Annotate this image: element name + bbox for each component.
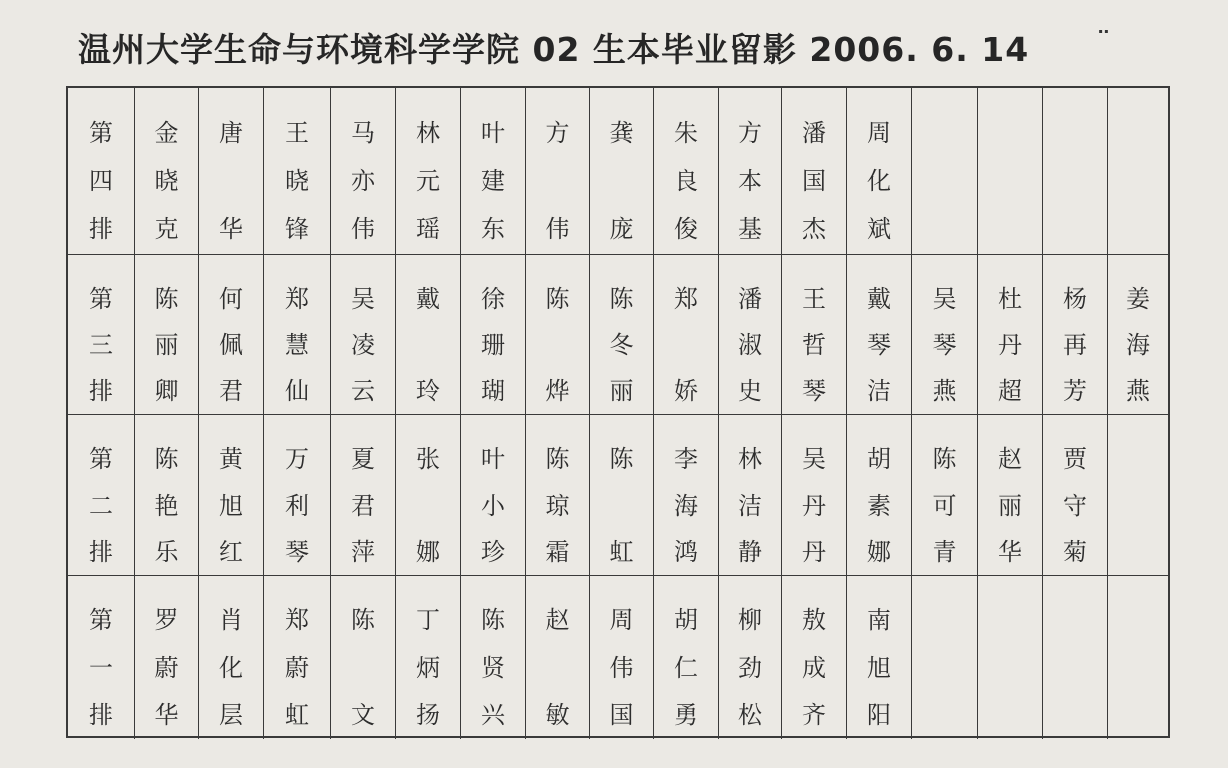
name-char: 芳 <box>1063 377 1087 405</box>
name-char: 周 <box>867 119 891 147</box>
name-cell <box>134 255 198 415</box>
name-cell <box>1042 415 1107 576</box>
name-cell <box>525 88 589 254</box>
name-char: 菊 <box>1063 538 1087 566</box>
name-cell <box>330 255 395 415</box>
name-char: 胡 <box>674 606 698 634</box>
name-char: 排 <box>89 701 113 729</box>
name-cell <box>781 88 846 254</box>
name-char: 可 <box>932 492 957 520</box>
name-char: 克 <box>154 215 179 243</box>
name-char: 华 <box>998 538 1022 566</box>
name-char: 陈 <box>545 445 570 473</box>
name-char: 青 <box>932 538 957 566</box>
name-char: 淑 <box>738 331 762 359</box>
name-cell <box>460 88 525 254</box>
name-char: 姜 <box>1126 285 1150 313</box>
name-char: 扬 <box>416 701 440 729</box>
name-char: 陈 <box>481 606 505 634</box>
name-char: 松 <box>738 701 762 729</box>
name-char: 方 <box>545 119 570 147</box>
name-char: 琴 <box>285 538 309 566</box>
name-char: 丽 <box>609 377 634 405</box>
name-cell <box>589 255 653 415</box>
name-cell <box>977 415 1042 576</box>
name-char: 成 <box>802 654 826 682</box>
name-char: 王 <box>285 119 309 147</box>
name-char: 锋 <box>285 215 309 243</box>
name-char: 珊 <box>481 331 505 359</box>
name-cell <box>263 255 330 415</box>
name-cell <box>1107 88 1168 254</box>
name-char: 佩 <box>219 331 243 359</box>
table-row <box>68 414 1168 576</box>
name-char: 俊 <box>674 215 698 243</box>
name-char: 旭 <box>219 492 243 520</box>
name-char: 第 <box>89 285 113 313</box>
name-cell <box>977 88 1042 254</box>
name-cell <box>653 88 718 254</box>
name-char: 丹 <box>998 331 1022 359</box>
name-char: 潘 <box>738 285 762 313</box>
name-cell <box>1042 576 1107 739</box>
name-cell <box>718 88 781 254</box>
page-title: 温州大学生命与环境科学学院 02 生本毕业留影 2006. 6. 14 <box>78 30 1030 69</box>
name-char: 云 <box>351 377 375 405</box>
name-char: 娜 <box>416 538 440 566</box>
name-cell <box>1107 576 1168 739</box>
name-char: 烨 <box>545 377 570 405</box>
name-char: 杨 <box>1063 285 1087 313</box>
name-char: 勇 <box>674 701 698 729</box>
name-char: 守 <box>1063 492 1087 520</box>
name-char: 三 <box>89 331 113 359</box>
name-char: 第 <box>89 119 113 147</box>
name-char: 杰 <box>802 215 826 243</box>
name-char: 周 <box>609 606 634 634</box>
name-char: 南 <box>867 606 891 634</box>
name-char: 蔚 <box>285 654 309 682</box>
table-row <box>68 254 1168 415</box>
name-cell <box>460 576 525 739</box>
name-cell <box>395 415 460 576</box>
name-char: 马 <box>351 119 375 147</box>
name-char: 丽 <box>998 492 1022 520</box>
name-char: 华 <box>154 701 179 729</box>
name-cell <box>198 255 263 415</box>
name-char: 潘 <box>802 119 826 147</box>
name-char: 方 <box>738 119 762 147</box>
name-cell <box>846 88 911 254</box>
name-cell <box>134 88 198 254</box>
name-char: 金 <box>154 119 179 147</box>
name-char: 陈 <box>154 285 179 313</box>
name-char: 娇 <box>674 377 698 405</box>
name-cell <box>653 576 718 739</box>
name-char: 卿 <box>154 377 179 405</box>
name-cell <box>330 88 395 254</box>
name-cell <box>1042 255 1107 415</box>
name-cell <box>977 255 1042 415</box>
name-cell <box>846 255 911 415</box>
name-char: 郑 <box>674 285 698 313</box>
name-char: 本 <box>738 167 762 195</box>
name-cell <box>395 576 460 739</box>
name-char: 陈 <box>609 285 634 313</box>
name-char: 史 <box>738 377 762 405</box>
name-cell <box>198 88 263 254</box>
name-cell <box>395 88 460 254</box>
name-char: 旭 <box>867 654 891 682</box>
name-char: 劲 <box>738 654 762 682</box>
row-label <box>68 576 134 739</box>
name-char: 张 <box>416 445 440 473</box>
name-cell <box>589 415 653 576</box>
name-char: 层 <box>219 701 243 729</box>
name-cell <box>589 576 653 739</box>
name-char: 琴 <box>932 331 957 359</box>
name-char: 陈 <box>545 285 570 313</box>
name-char: 静 <box>738 538 762 566</box>
name-char: 柳 <box>738 606 762 634</box>
name-char: 君 <box>219 377 243 405</box>
row-label <box>68 88 134 254</box>
name-cell <box>653 255 718 415</box>
table-row <box>68 88 1168 254</box>
name-char: 斌 <box>867 215 891 243</box>
name-char: 排 <box>89 377 113 405</box>
name-char: 冬 <box>609 331 634 359</box>
name-char: 晓 <box>154 167 179 195</box>
name-cell <box>718 255 781 415</box>
name-char: 万 <box>285 445 309 473</box>
name-char: 再 <box>1063 331 1087 359</box>
name-char: 王 <box>802 285 826 313</box>
row-label <box>68 255 134 415</box>
row-label <box>68 415 134 576</box>
name-char: 素 <box>867 492 891 520</box>
name-char: 玲 <box>416 377 440 405</box>
name-char: 龚 <box>609 119 634 147</box>
name-char: 琼 <box>545 492 570 520</box>
name-cell <box>263 576 330 739</box>
name-char: 陈 <box>932 445 957 473</box>
name-cell <box>134 576 198 739</box>
name-char: 仙 <box>285 377 309 405</box>
name-char: 贾 <box>1063 445 1087 473</box>
name-char: 戴 <box>416 285 440 313</box>
name-char: 罗 <box>154 606 179 634</box>
name-char: 娜 <box>867 538 891 566</box>
name-cell <box>460 255 525 415</box>
name-char: 晓 <box>285 167 309 195</box>
name-char: 陈 <box>351 606 375 634</box>
name-char: 敏 <box>545 701 570 729</box>
name-char: 乐 <box>154 538 179 566</box>
name-char: 超 <box>998 377 1022 405</box>
name-char: 琴 <box>867 331 891 359</box>
name-cell <box>781 415 846 576</box>
name-cell <box>460 415 525 576</box>
name-cell <box>653 415 718 576</box>
name-char: 元 <box>416 167 440 195</box>
name-char: 郑 <box>285 606 309 634</box>
name-char: 戴 <box>867 285 891 313</box>
name-char: 亦 <box>351 167 375 195</box>
name-char: 林 <box>416 119 440 147</box>
name-char: 海 <box>1126 331 1150 359</box>
name-char: 虹 <box>609 538 634 566</box>
name-cell <box>330 415 395 576</box>
name-char: 华 <box>219 215 243 243</box>
name-char: 建 <box>481 167 505 195</box>
name-char: 炳 <box>416 654 440 682</box>
name-char: 朱 <box>674 119 698 147</box>
name-cell <box>911 415 977 576</box>
name-char: 基 <box>738 215 762 243</box>
name-char: 利 <box>285 492 309 520</box>
name-cell <box>911 576 977 739</box>
name-char: 艳 <box>154 492 179 520</box>
name-char: 文 <box>351 701 375 729</box>
name-char: 瑚 <box>481 377 505 405</box>
name-char: 红 <box>219 538 243 566</box>
name-char: 第 <box>89 445 113 473</box>
name-char: 君 <box>351 492 375 520</box>
name-char: 丁 <box>416 606 440 634</box>
name-char: 燕 <box>932 377 957 405</box>
name-char: 丹 <box>802 492 826 520</box>
name-char: 燕 <box>1126 377 1150 405</box>
name-char: 陈 <box>154 445 179 473</box>
name-cell <box>198 576 263 739</box>
roster-table <box>66 86 1170 738</box>
name-cell <box>1042 88 1107 254</box>
name-cell <box>977 576 1042 739</box>
name-cell <box>263 415 330 576</box>
name-cell <box>781 255 846 415</box>
name-char: 胡 <box>867 445 891 473</box>
name-char: 徐 <box>481 285 505 313</box>
name-char: 赵 <box>998 445 1022 473</box>
name-char: 林 <box>738 445 762 473</box>
name-char: 霜 <box>545 538 570 566</box>
name-char: 萍 <box>351 538 375 566</box>
name-char: 伟 <box>351 215 375 243</box>
name-char: 吴 <box>351 285 375 313</box>
name-cell <box>525 255 589 415</box>
name-char: 化 <box>219 654 243 682</box>
name-cell <box>911 255 977 415</box>
name-cell <box>134 415 198 576</box>
name-cell <box>1107 415 1168 576</box>
name-cell <box>263 88 330 254</box>
name-char: 珍 <box>481 538 505 566</box>
name-char: 排 <box>89 538 113 566</box>
name-char: 吴 <box>932 285 957 313</box>
name-char: 虹 <box>285 701 309 729</box>
name-cell <box>846 576 911 739</box>
name-cell <box>525 576 589 739</box>
name-char: 赵 <box>545 606 570 634</box>
name-char: 何 <box>219 285 243 313</box>
name-char: 吴 <box>802 445 826 473</box>
name-char: 兴 <box>481 701 505 729</box>
name-cell <box>846 415 911 576</box>
name-cell <box>1107 255 1168 415</box>
name-char: 化 <box>867 167 891 195</box>
name-char: 丹 <box>802 538 826 566</box>
name-char: 琴 <box>802 377 826 405</box>
name-cell <box>525 415 589 576</box>
name-char: 瑶 <box>416 215 440 243</box>
name-char: 齐 <box>802 701 826 729</box>
name-char: 小 <box>481 492 505 520</box>
name-char: 国 <box>802 167 826 195</box>
name-char: 二 <box>89 492 113 520</box>
name-char: 良 <box>674 167 698 195</box>
name-cell <box>911 88 977 254</box>
name-char: 伟 <box>545 215 570 243</box>
name-char: 蔚 <box>154 654 179 682</box>
name-char: 阳 <box>867 701 891 729</box>
name-char: 黄 <box>219 445 243 473</box>
name-char: 郑 <box>285 285 309 313</box>
name-cell <box>589 88 653 254</box>
name-char: 杜 <box>998 285 1022 313</box>
name-char: 海 <box>674 492 698 520</box>
name-cell <box>198 415 263 576</box>
name-char: 夏 <box>351 445 375 473</box>
name-char: 排 <box>89 215 113 243</box>
name-char: 庞 <box>609 215 634 243</box>
name-cell <box>330 576 395 739</box>
name-char: 叶 <box>481 445 505 473</box>
name-char: 肖 <box>219 606 243 634</box>
name-char: 伟 <box>609 654 634 682</box>
name-char: 国 <box>609 701 634 729</box>
name-char: 陈 <box>609 445 634 473</box>
name-char: 洁 <box>738 492 762 520</box>
name-char: 叶 <box>481 119 505 147</box>
name-cell <box>781 576 846 739</box>
name-char: 一 <box>89 654 113 682</box>
name-char: 慧 <box>285 331 309 359</box>
name-cell <box>718 576 781 739</box>
name-char: 丽 <box>154 331 179 359</box>
name-char: 四 <box>89 167 113 195</box>
title-mark: ¨ <box>1096 26 1111 61</box>
name-char: 敖 <box>802 606 826 634</box>
name-cell <box>718 415 781 576</box>
name-char: 唐 <box>219 119 243 147</box>
name-char: 第 <box>89 606 113 634</box>
table-row <box>68 575 1168 739</box>
name-char: 哲 <box>802 331 826 359</box>
name-cell <box>395 255 460 415</box>
name-char: 洁 <box>867 377 891 405</box>
name-char: 贤 <box>481 654 505 682</box>
name-char: 李 <box>674 445 698 473</box>
name-char: 东 <box>481 215 505 243</box>
name-char: 凌 <box>351 331 375 359</box>
name-char: 鸿 <box>674 538 698 566</box>
name-char: 仁 <box>674 654 698 682</box>
